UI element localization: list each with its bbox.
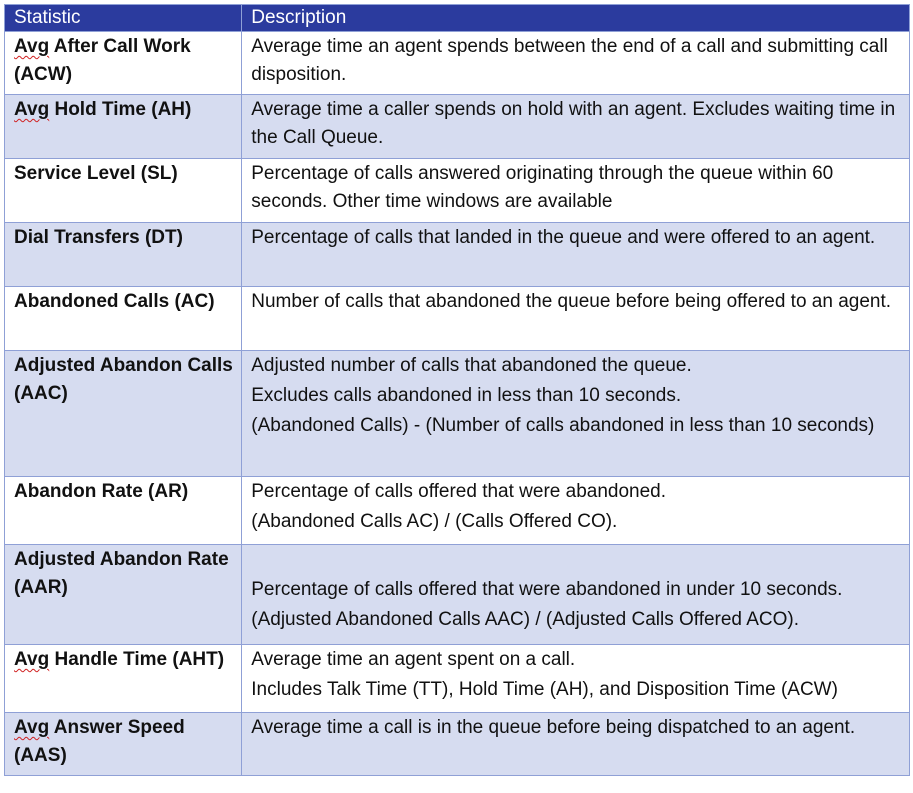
statistic-name-text: Answer Speed (AAS) xyxy=(14,717,185,766)
statistic-name: Service Level (SL) xyxy=(5,159,242,223)
statistic-description xyxy=(242,645,910,713)
statistic-name: Dial Transfers (DT) xyxy=(5,223,242,287)
table-row xyxy=(5,545,910,645)
header-description: Description xyxy=(242,5,910,32)
spellcheck-word: Avg xyxy=(14,99,50,120)
table-row xyxy=(5,713,910,776)
description-line: Average time a call is in the queue before being dispatched to an agent. xyxy=(251,717,856,738)
statistic-description xyxy=(242,713,910,776)
statistic-description xyxy=(242,351,910,477)
table-row xyxy=(5,159,910,223)
description-line: Number of calls that abandoned the queue before being offered to an agent. xyxy=(251,291,892,312)
table-header-row xyxy=(5,5,910,32)
description-line: Average time an agent spent on a call. xyxy=(251,649,576,670)
statistic-name: Adjusted Abandon Calls (AAC) xyxy=(5,351,242,477)
statistic-description xyxy=(242,32,910,95)
description-line: (Adjusted Abandoned Calls AAC) / (Adjusted Calls Offered ACO). xyxy=(251,609,800,630)
statistic-description xyxy=(242,287,910,351)
table-row xyxy=(5,95,910,159)
statistic-description xyxy=(242,95,910,159)
description-line: Excludes calls abandoned in less than 10 seconds. xyxy=(251,385,682,406)
statistic-name xyxy=(5,32,242,95)
statistic-description xyxy=(242,159,910,223)
description-line: Includes Talk Time (TT), Hold Time (AH), and Disposition Time (ACW) xyxy=(251,679,838,700)
description-line: (Abandoned Calls AC) / (Calls Offered CO). xyxy=(251,511,618,532)
statistic-name: Abandoned Calls (AC) xyxy=(5,287,242,351)
table-row xyxy=(5,223,910,287)
statistic-name: Adjusted Abandon Rate (AAR) xyxy=(5,545,242,645)
statistic-description xyxy=(242,223,910,287)
statistic-description xyxy=(242,545,910,645)
statistic-name xyxy=(5,95,242,159)
description-line: Average time a caller spends on hold with an agent. Excludes waiting time in the Call Queue. xyxy=(251,99,896,148)
table-row xyxy=(5,32,910,95)
description-line: Percentage of calls offered that were abandoned. xyxy=(251,481,667,502)
header-statistic: Statistic xyxy=(5,5,242,32)
description-line: (Abandoned Calls) - (Number of calls abandoned in less than 10 seconds) xyxy=(251,415,875,436)
statistic-name: Abandon Rate (AR) xyxy=(5,477,242,545)
statistics-table xyxy=(4,4,910,776)
statistic-name-text: After Call Work (ACW) xyxy=(14,36,191,85)
description-line: Adjusted number of calls that abandoned the queue. xyxy=(251,355,692,376)
statistic-name xyxy=(5,645,242,713)
spellcheck-word: Avg xyxy=(14,36,50,57)
empty-line xyxy=(251,546,901,574)
spellcheck-word: Avg xyxy=(14,717,50,738)
table-row xyxy=(5,477,910,545)
statistic-description xyxy=(242,477,910,545)
statistic-name-text: Hold Time (AH) xyxy=(49,99,192,120)
spellcheck-word: Avg xyxy=(14,649,50,670)
table-row xyxy=(5,645,910,713)
description-line: Percentage of calls offered that were abandoned in under 10 seconds. xyxy=(251,579,843,600)
statistic-name-text: Handle Time (AHT) xyxy=(49,649,225,670)
table-row xyxy=(5,351,910,477)
description-line: Percentage of calls answered originating through the queue within 60 seconds. Other time windows are available xyxy=(251,163,834,212)
statistic-name xyxy=(5,713,242,776)
description-line: Percentage of calls that landed in the queue and were offered to an agent. xyxy=(251,227,876,248)
description-line: Average time an agent spends between the end of a call and submitting call disposition. xyxy=(251,36,888,85)
table-row xyxy=(5,287,910,351)
